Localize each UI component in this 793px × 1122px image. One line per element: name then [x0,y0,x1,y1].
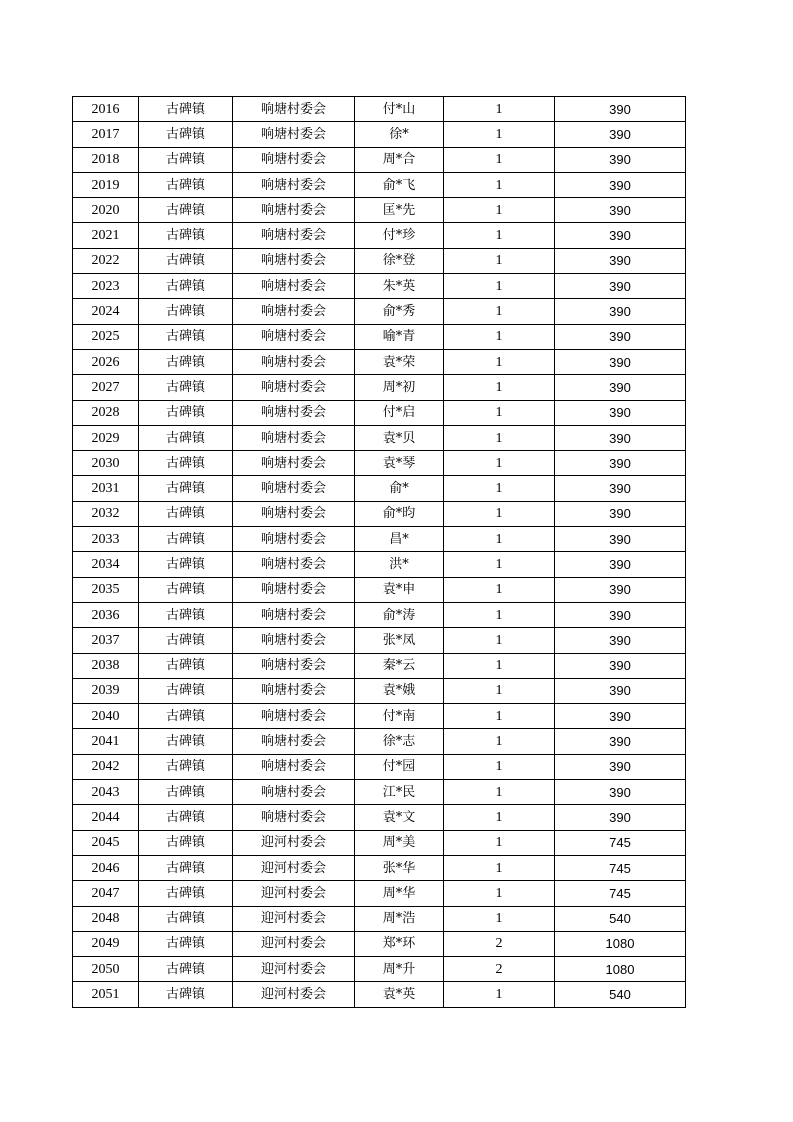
cell-count: 2 [444,957,555,982]
cell-amount: 390 [555,324,686,349]
cell-town: 古碑镇 [139,172,233,197]
cell-village: 响塘村委会 [233,501,355,526]
cell-serial-number: 2041 [73,729,139,754]
cell-village: 迎河村委会 [233,931,355,956]
cell-count: 1 [444,147,555,172]
cell-town: 古碑镇 [139,855,233,880]
cell-person-name: 喻*青 [355,324,444,349]
cell-count: 1 [444,97,555,122]
cell-count: 1 [444,324,555,349]
cell-count: 1 [444,172,555,197]
cell-serial-number: 2048 [73,906,139,931]
cell-amount: 390 [555,349,686,374]
cell-village: 迎河村委会 [233,982,355,1007]
cell-serial-number: 2051 [73,982,139,1007]
cell-village: 响塘村委会 [233,147,355,172]
cell-village: 响塘村委会 [233,349,355,374]
cell-person-name: 俞*涛 [355,602,444,627]
cell-serial-number: 2028 [73,400,139,425]
cell-serial-number: 2023 [73,274,139,299]
cell-person-name: 俞*昀 [355,501,444,526]
cell-serial-number: 2017 [73,122,139,147]
cell-person-name: 朱*英 [355,274,444,299]
cell-amount: 390 [555,375,686,400]
cell-amount: 390 [555,501,686,526]
cell-amount: 390 [555,400,686,425]
cell-village: 迎河村委会 [233,855,355,880]
cell-person-name: 周*合 [355,147,444,172]
cell-amount: 390 [555,425,686,450]
cell-person-name: 江*民 [355,780,444,805]
cell-count: 1 [444,476,555,501]
cell-village: 响塘村委会 [233,805,355,830]
table-row [73,324,686,349]
cell-count: 1 [444,299,555,324]
cell-serial-number: 2040 [73,704,139,729]
cell-person-name: 周*初 [355,375,444,400]
cell-serial-number: 2043 [73,780,139,805]
cell-amount: 390 [555,476,686,501]
table-row [73,628,686,653]
cell-village: 响塘村委会 [233,122,355,147]
cell-amount: 390 [555,678,686,703]
cell-town: 古碑镇 [139,552,233,577]
data-table [72,96,686,1008]
cell-amount: 390 [555,527,686,552]
cell-village: 迎河村委会 [233,957,355,982]
cell-serial-number: 2033 [73,527,139,552]
cell-amount: 390 [555,274,686,299]
cell-village: 响塘村委会 [233,248,355,273]
cell-village: 响塘村委会 [233,97,355,122]
cell-town: 古碑镇 [139,678,233,703]
table-row [73,97,686,122]
table-row [73,957,686,982]
table-row [73,552,686,577]
cell-amount: 390 [555,299,686,324]
cell-count: 1 [444,349,555,374]
cell-serial-number: 2046 [73,855,139,880]
cell-serial-number: 2024 [73,299,139,324]
cell-person-name: 徐*登 [355,248,444,273]
cell-serial-number: 2029 [73,425,139,450]
cell-town: 古碑镇 [139,729,233,754]
table-row [73,602,686,627]
cell-town: 古碑镇 [139,906,233,931]
cell-person-name: 张*华 [355,855,444,880]
cell-person-name: 周*浩 [355,906,444,931]
cell-village: 响塘村委会 [233,704,355,729]
cell-serial-number: 2050 [73,957,139,982]
cell-town: 古碑镇 [139,425,233,450]
cell-count: 1 [444,805,555,830]
table-row [73,248,686,273]
cell-village: 迎河村委会 [233,830,355,855]
cell-amount: 390 [555,122,686,147]
cell-town: 古碑镇 [139,476,233,501]
cell-count: 1 [444,375,555,400]
cell-amount: 540 [555,982,686,1007]
cell-person-name: 袁*申 [355,577,444,602]
cell-town: 古碑镇 [139,653,233,678]
cell-person-name: 周*美 [355,830,444,855]
cell-village: 响塘村委会 [233,274,355,299]
cell-town: 古碑镇 [139,830,233,855]
cell-person-name: 付*启 [355,400,444,425]
table-row [73,147,686,172]
cell-village: 响塘村委会 [233,577,355,602]
cell-amount: 390 [555,653,686,678]
cell-amount: 390 [555,248,686,273]
cell-serial-number: 2018 [73,147,139,172]
cell-town: 古碑镇 [139,451,233,476]
cell-town: 古碑镇 [139,400,233,425]
cell-count: 1 [444,198,555,223]
cell-serial-number: 2039 [73,678,139,703]
cell-village: 响塘村委会 [233,602,355,627]
cell-village: 响塘村委会 [233,223,355,248]
cell-village: 响塘村委会 [233,476,355,501]
cell-serial-number: 2032 [73,501,139,526]
table-row [73,223,686,248]
cell-town: 古碑镇 [139,248,233,273]
cell-serial-number: 2020 [73,198,139,223]
cell-count: 1 [444,653,555,678]
cell-count: 1 [444,704,555,729]
cell-count: 1 [444,628,555,653]
cell-town: 古碑镇 [139,527,233,552]
cell-amount: 540 [555,906,686,931]
cell-town: 古碑镇 [139,147,233,172]
cell-person-name: 郑*环 [355,931,444,956]
cell-village: 响塘村委会 [233,729,355,754]
table-row [73,931,686,956]
cell-amount: 390 [555,97,686,122]
cell-count: 1 [444,754,555,779]
cell-village: 响塘村委会 [233,375,355,400]
cell-town: 古碑镇 [139,223,233,248]
cell-town: 古碑镇 [139,881,233,906]
cell-person-name: 匡*先 [355,198,444,223]
table-row [73,375,686,400]
cell-village: 响塘村委会 [233,172,355,197]
table-row [73,425,686,450]
cell-amount: 745 [555,855,686,880]
cell-town: 古碑镇 [139,198,233,223]
cell-person-name: 周*升 [355,957,444,982]
table-row [73,299,686,324]
cell-person-name: 周*华 [355,881,444,906]
cell-village: 响塘村委会 [233,780,355,805]
cell-amount: 390 [555,754,686,779]
cell-amount: 390 [555,602,686,627]
cell-town: 古碑镇 [139,299,233,324]
cell-amount: 390 [555,552,686,577]
cell-amount: 745 [555,881,686,906]
table-row [73,780,686,805]
cell-serial-number: 2037 [73,628,139,653]
table-row [73,805,686,830]
cell-amount: 390 [555,704,686,729]
cell-count: 1 [444,400,555,425]
table-row [73,349,686,374]
cell-village: 响塘村委会 [233,628,355,653]
table-row [73,122,686,147]
cell-person-name: 袁*贝 [355,425,444,450]
cell-person-name: 秦*云 [355,653,444,678]
cell-village: 迎河村委会 [233,906,355,931]
cell-count: 1 [444,501,555,526]
cell-town: 古碑镇 [139,274,233,299]
cell-amount: 390 [555,729,686,754]
cell-serial-number: 2031 [73,476,139,501]
cell-serial-number: 2035 [73,577,139,602]
cell-count: 1 [444,729,555,754]
table-row [73,172,686,197]
cell-town: 古碑镇 [139,501,233,526]
cell-count: 1 [444,451,555,476]
cell-town: 古碑镇 [139,602,233,627]
table-row [73,476,686,501]
cell-amount: 390 [555,780,686,805]
cell-village: 响塘村委会 [233,678,355,703]
cell-serial-number: 2016 [73,97,139,122]
table-row [73,754,686,779]
table-row [73,704,686,729]
cell-person-name: 徐* [355,122,444,147]
cell-person-name: 袁*娥 [355,678,444,703]
cell-amount: 1080 [555,957,686,982]
cell-count: 1 [444,425,555,450]
cell-count: 1 [444,855,555,880]
table-row [73,830,686,855]
cell-count: 1 [444,881,555,906]
cell-person-name: 付*珍 [355,223,444,248]
cell-town: 古碑镇 [139,754,233,779]
cell-count: 1 [444,602,555,627]
cell-count: 1 [444,223,555,248]
table-row [73,198,686,223]
cell-person-name: 俞* [355,476,444,501]
cell-town: 古碑镇 [139,805,233,830]
cell-person-name: 付*南 [355,704,444,729]
cell-count: 1 [444,274,555,299]
table-row [73,451,686,476]
cell-amount: 390 [555,223,686,248]
cell-serial-number: 2026 [73,349,139,374]
cell-village: 响塘村委会 [233,299,355,324]
cell-town: 古碑镇 [139,375,233,400]
table-row [73,982,686,1007]
cell-town: 古碑镇 [139,349,233,374]
table-row [73,501,686,526]
cell-town: 古碑镇 [139,931,233,956]
cell-amount: 390 [555,172,686,197]
cell-person-name: 付*园 [355,754,444,779]
cell-serial-number: 2027 [73,375,139,400]
cell-town: 古碑镇 [139,982,233,1007]
cell-amount: 1080 [555,931,686,956]
cell-serial-number: 2030 [73,451,139,476]
cell-serial-number: 2042 [73,754,139,779]
cell-village: 响塘村委会 [233,754,355,779]
cell-count: 1 [444,906,555,931]
cell-amount: 390 [555,198,686,223]
cell-serial-number: 2045 [73,830,139,855]
cell-person-name: 袁*荣 [355,349,444,374]
cell-town: 古碑镇 [139,97,233,122]
cell-town: 古碑镇 [139,704,233,729]
table-row [73,855,686,880]
cell-count: 2 [444,931,555,956]
cell-person-name: 昌* [355,527,444,552]
cell-village: 响塘村委会 [233,527,355,552]
cell-serial-number: 2049 [73,931,139,956]
cell-person-name: 俞*飞 [355,172,444,197]
cell-village: 响塘村委会 [233,425,355,450]
cell-count: 1 [444,552,555,577]
cell-amount: 390 [555,628,686,653]
cell-amount: 390 [555,147,686,172]
cell-serial-number: 2025 [73,324,139,349]
cell-person-name: 袁*文 [355,805,444,830]
cell-amount: 390 [555,577,686,602]
cell-town: 古碑镇 [139,324,233,349]
table-row [73,729,686,754]
cell-count: 1 [444,678,555,703]
cell-village: 响塘村委会 [233,451,355,476]
cell-count: 1 [444,780,555,805]
cell-serial-number: 2022 [73,248,139,273]
table-row [73,577,686,602]
table-row [73,906,686,931]
cell-serial-number: 2021 [73,223,139,248]
cell-village: 响塘村委会 [233,552,355,577]
table-row [73,527,686,552]
cell-person-name: 张*凤 [355,628,444,653]
cell-person-name: 付*山 [355,97,444,122]
table-row [73,400,686,425]
cell-person-name: 徐*志 [355,729,444,754]
cell-village: 迎河村委会 [233,881,355,906]
table-row [73,653,686,678]
cell-town: 古碑镇 [139,957,233,982]
cell-village: 响塘村委会 [233,198,355,223]
cell-town: 古碑镇 [139,780,233,805]
table-body [73,97,686,1008]
table-row [73,274,686,299]
cell-count: 1 [444,122,555,147]
cell-count: 1 [444,527,555,552]
cell-serial-number: 2019 [73,172,139,197]
cell-person-name: 袁*英 [355,982,444,1007]
cell-village: 响塘村委会 [233,324,355,349]
cell-serial-number: 2047 [73,881,139,906]
cell-person-name: 俞*秀 [355,299,444,324]
cell-count: 1 [444,577,555,602]
table-row [73,678,686,703]
cell-count: 1 [444,248,555,273]
cell-serial-number: 2036 [73,602,139,627]
table-row [73,881,686,906]
cell-count: 1 [444,982,555,1007]
cell-village: 响塘村委会 [233,653,355,678]
cell-serial-number: 2038 [73,653,139,678]
cell-amount: 745 [555,830,686,855]
cell-count: 1 [444,830,555,855]
cell-person-name: 洪* [355,552,444,577]
cell-amount: 390 [555,805,686,830]
cell-town: 古碑镇 [139,577,233,602]
cell-amount: 390 [555,451,686,476]
cell-town: 古碑镇 [139,122,233,147]
cell-serial-number: 2044 [73,805,139,830]
cell-serial-number: 2034 [73,552,139,577]
cell-village: 响塘村委会 [233,400,355,425]
cell-town: 古碑镇 [139,628,233,653]
cell-person-name: 袁*琴 [355,451,444,476]
